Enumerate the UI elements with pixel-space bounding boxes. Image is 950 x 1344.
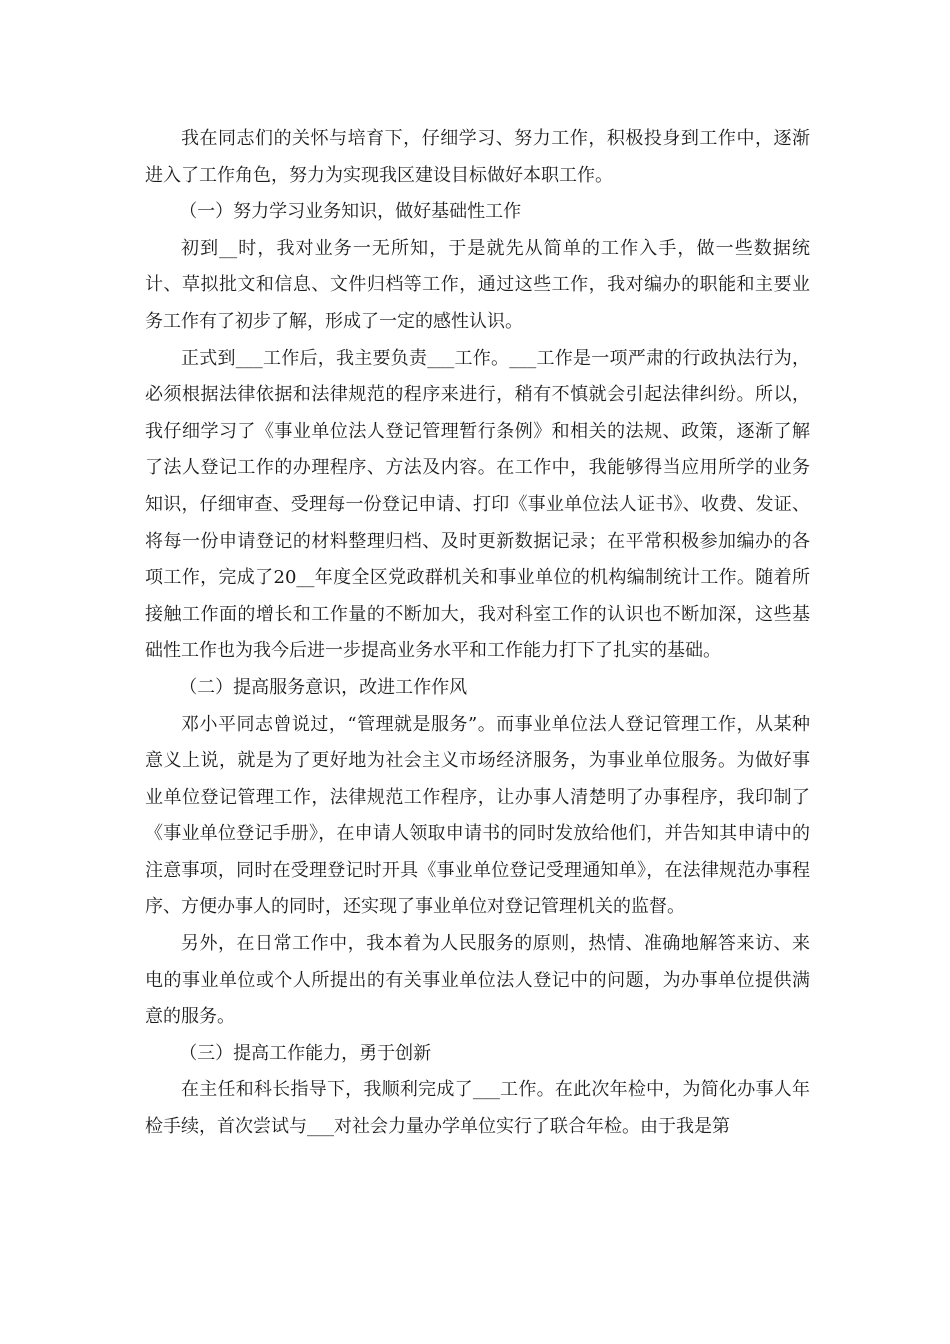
paragraph-section-1-b: 正式到___工作后，我主要负责___工作。___工作是一项严肃的行政执法行为，必须根据法律依据和法律规范的程序来进行，稍有不慎就会引起法律纠纷。所以，我仔细学习了《事业单位法人登记管理暂行条例》和相关的法规、政策，逐渐了解了法人登记工作的办理程序、方法及内容。在工作中，我能够得当应用所学的业务知识，仔细审查、受理每一份登记申请、打印《事业单位法人证书》、收费、发证、将每一份申请登记的材料整理归档、及时更新数据记录；在平常积极参加编办的各项工作，完成了20__年度全区党政群机关和事业单位的机构编制统计工作。随着所接触工作面的增长和工作量的不断加大，我对科室工作的认识也不断加深，这些基础性工作也为我今后进一步提高业务水平和工作能力打下了扎实的基础。: [145, 347, 810, 662]
paragraph-section-1-a: 初到__时，我对业务一无所知，于是就先从简单的工作入手，做一些数据统计、草拟批文和信息、文件归档等工作，通过这些工作，我对编办的职能和主要业务工作有了初步了解，形成了一定的感性认识。: [145, 237, 810, 332]
paragraph-section-2-a: 邓小平同志曾说过，“管理就是服务”。而事业单位法人登记管理工作，从某种意义上说，就是为了更好地为社会主义市场经济服务，为事业单位服务。为做好事业单位登记管理工作，法律规范工作程序，让办事人清楚明了办事程序，我印制了《事业单位登记手册》，在申请人领取申请书的同时发放给他们，并告知其申请中的注意事项，同时在受理登记时开具《事业单位登记受理通知单》，在法律规范办事程序、方便办事人的同时，还实现了事业单位对登记管理机关的监督。: [145, 713, 810, 918]
section-heading-1: （一）努力学习业务知识，做好基础性工作: [179, 201, 522, 223]
paragraph-section-3-a: 在主任和科长指导下，我顺利完成了___工作。在此次年检中，为简化办事人年检手续，首次尝试与___对社会力量办学单位实行了联合年检。由于我是第: [145, 1079, 810, 1138]
section-heading-2: （二）提高服务意识，改进工作作风: [179, 676, 468, 698]
section-heading-3: （三）提高工作能力，勇于创新: [179, 1042, 432, 1064]
paragraph-section-2-b: 另外，在日常工作中，我本着为人民服务的原则，热情、准确地解答来访、来电的事业单位或个人所提出的有关事业单位法人登记中的问题，为办事单位提供满意的服务。: [145, 933, 810, 1028]
document-body: [145, 121, 810, 1146]
paragraph-intro: 我在同志们的关怀与培育下，仔细学习、努力工作，积极投身到工作中，逐渐进入了工作角色，努力为实现我区建设目标做好本职工作。: [145, 128, 810, 186]
